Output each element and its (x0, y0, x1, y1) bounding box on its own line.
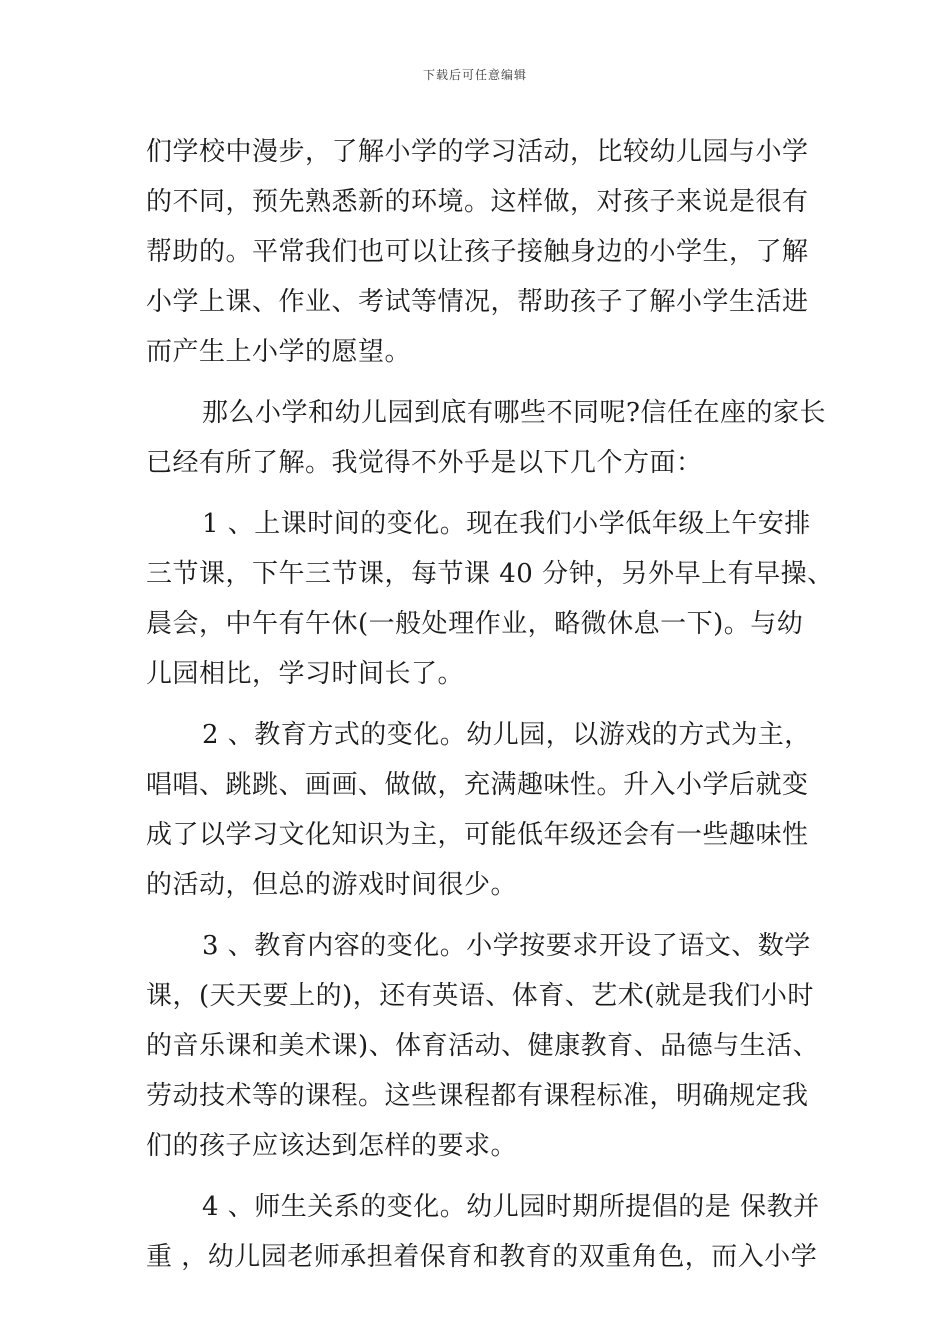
text-line: 1 、上课时间的变化。现在我们小学低年级上午安排 (202, 509, 811, 539)
document-body (146, 127, 834, 1282)
text-line: 劳动技术等的课程。这些课程都有课程标准，明确规定我 (146, 1081, 809, 1111)
text-line: 的音乐课和美术课)、体育活动、健康教育、品德与生活、 (146, 1031, 820, 1061)
paragraph-6 (146, 1182, 820, 1282)
text-line: 们的孩子应该达到怎样的要求。 (146, 1131, 518, 1161)
text-line: 而产生上小学的愿望。 (146, 337, 412, 367)
paragraph-4 (146, 710, 816, 910)
text-line: 帮助的。平常我们也可以让孩子接触身边的小学生，了解 (146, 237, 809, 267)
text-line: 已经有所了解。我觉得不外乎是以下几个方面： (146, 448, 703, 478)
text-line: 3 、教育内容的变化。小学按要求开设了语文、数学 (202, 931, 811, 961)
text-line: 课，(天天要上的)，还有英语、体育、艺术(就是我们小时 (146, 981, 814, 1011)
text-line: 晨会，中午有午休(一般处理作业，略微休息一下)。与幼 (146, 609, 804, 639)
text-line: 们学校中漫步，了解小学的学习活动，比较幼儿园与小学 (146, 137, 809, 167)
text-line: 唱唱、跳跳、画画、做做，充满趣味性。升入小学后就变 (146, 770, 809, 800)
header-note: 下载后可任意编辑 (422, 68, 527, 82)
paragraph-1 (146, 127, 816, 377)
text-line: 的不同，预先熟悉新的环境。这样做，对孩子来说是很有 (146, 187, 809, 217)
text-line: 小学上课、作业、考试等情况，帮助孩子了解小学生活进 (146, 287, 809, 317)
paragraph-5 (146, 921, 820, 1171)
paragraph-2 (146, 388, 826, 488)
text-line: 成了以学习文化知识为主，可能低年级还会有一些趣味性 (146, 820, 809, 850)
text-line: 4 、师生关系的变化。幼儿园时期所提倡的是 保教并 (202, 1192, 820, 1222)
text-line: 儿园相比，学习时间长了。 (146, 659, 465, 689)
text-line: 重 ，幼儿园老师承担着保育和教育的双重角色，而入小学 (146, 1242, 818, 1272)
text-line: 三节课，下午三节课，每节课 40 分钟，另外早上有早操、 (146, 559, 834, 589)
paragraph-3 (146, 499, 834, 699)
text-line: 2 、教育方式的变化。幼儿园，以游戏的方式为主， (202, 720, 811, 750)
text-line: 那么小学和幼儿园到底有哪些不同呢?信任在座的家长 (202, 398, 826, 428)
text-line: 的活动，但总的游戏时间很少。 (146, 870, 518, 900)
